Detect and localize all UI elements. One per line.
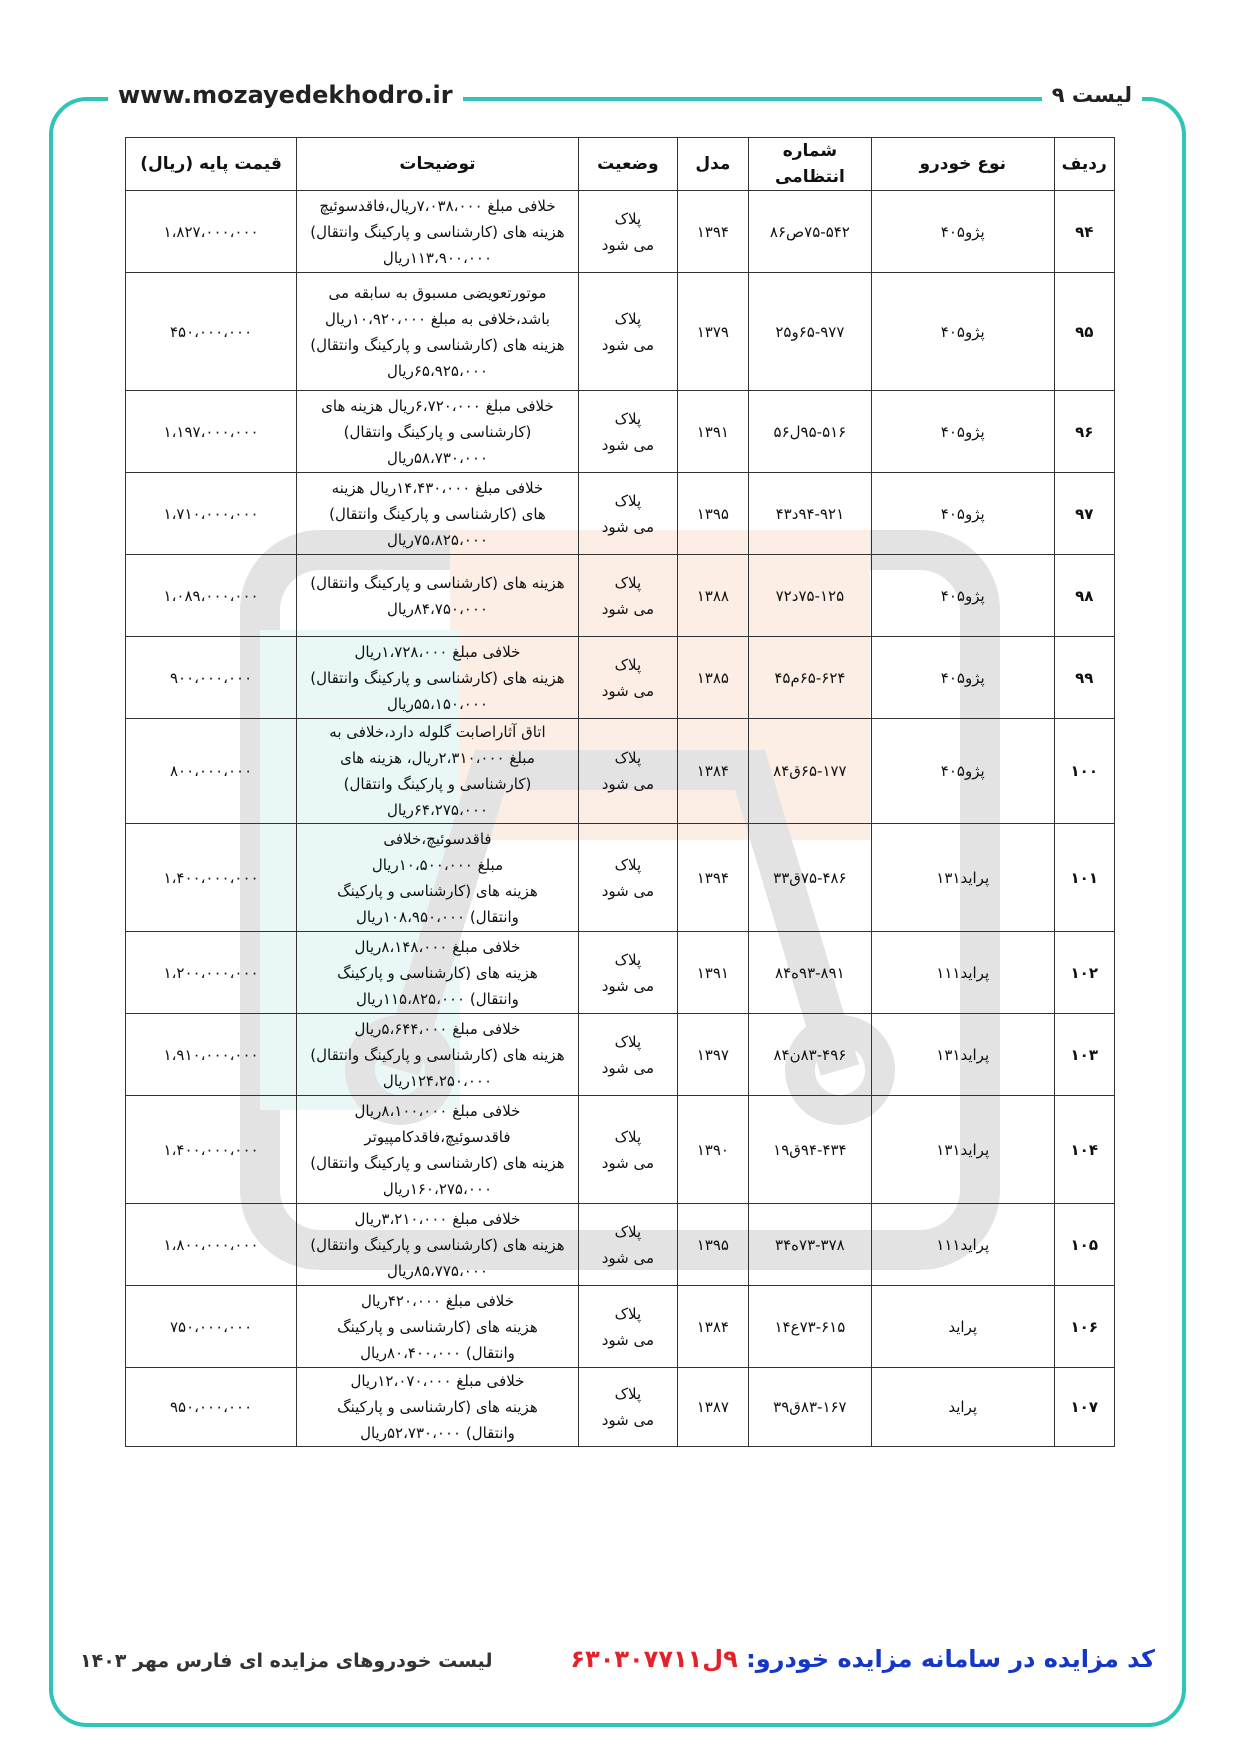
model-cell: ۱۳۸۸	[677, 555, 748, 637]
plate-cell: ۸۳-۱۶۷ق۳۹	[748, 1368, 871, 1447]
vehicle-type-cell: پراید	[871, 1286, 1054, 1368]
description-line: ۱۲۴،۲۵۰،۰۰۰ریال	[382, 1071, 493, 1090]
table-row	[126, 391, 1115, 473]
plate-cell: ۹۳-۸۹۱ه۸۴	[748, 932, 871, 1014]
status-line: پلاک	[614, 749, 642, 767]
status-line: می شود	[601, 681, 655, 700]
description-line: خلافی مبلغ ۱،۷۲۸،۰۰۰ریال	[354, 642, 521, 661]
col-header-base-price: قیمت پایه (ریال)	[126, 138, 297, 191]
status-line: می شود	[601, 1248, 655, 1267]
table-row	[126, 1286, 1115, 1368]
row-number-cell: ۱۰۷	[1054, 1368, 1115, 1447]
model-cell: ۱۳۹۷	[677, 1014, 748, 1096]
table-row	[126, 719, 1115, 824]
description-line: مبلغ ۱۰،۵۰۰،۰۰۰ریال	[371, 855, 504, 874]
description-line: (کارشناسی و پارکینگ وانتقال)	[343, 422, 532, 441]
vehicle-type-cell: پراید۱۳۱	[871, 1096, 1054, 1204]
description-line: ۵۸،۷۳۰،۰۰۰ریال	[386, 448, 488, 467]
col-header-status: وضعیت	[578, 138, 677, 191]
description-cell	[297, 191, 579, 273]
col-header-plate: شماره انتظامی	[748, 138, 871, 191]
status-line: پلاک	[614, 950, 642, 969]
status-line: می شود	[601, 517, 655, 536]
status-cell	[578, 932, 677, 1014]
status-line: پلاک	[614, 491, 642, 510]
status-line: می شود	[601, 435, 655, 454]
plate-cell: ۷۳-۶۱۵ع۱۴	[748, 1286, 871, 1368]
description-cell	[297, 391, 579, 473]
table-row	[126, 1368, 1115, 1447]
row-number-cell: ۱۰۳	[1054, 1014, 1115, 1096]
vehicle-type-cell: پژو۴۰۵	[871, 555, 1054, 637]
description-line: هزینه های (کارشناسی و پارکینگ وانتقال)	[310, 1045, 565, 1064]
status-cell	[578, 1014, 677, 1096]
description-line: هزینه های (کارشناسی و پارکینگ وانتقال)	[310, 335, 565, 354]
description-line: فاقدسوئیچ،خلافی	[383, 829, 492, 848]
description-line: وانتقال) ۵۲،۷۳۰،۰۰۰ریال	[360, 1424, 515, 1442]
description-cell	[297, 273, 579, 391]
table-header-row	[126, 138, 1115, 191]
base-price-cell: ۱،۱۹۷،۰۰۰،۰۰۰	[126, 391, 297, 473]
description-line: هزینه های (کارشناسی و پارکینگ وانتقال)	[310, 1235, 565, 1254]
status-line: می شود	[601, 599, 655, 618]
status-line: پلاک	[614, 1127, 642, 1146]
vehicle-type-cell: پژو۴۰۵	[871, 273, 1054, 391]
plate-cell: ۸۳-۴۹۶ن۸۴	[748, 1014, 871, 1096]
description-line: هزینه های (کارشناسی و پارکینگ	[337, 963, 538, 982]
description-line: ۱۶۰،۲۷۵،۰۰۰ریال	[382, 1179, 493, 1198]
vehicle-type-cell: پراید۱۱۱	[871, 932, 1054, 1014]
description-line: ۷۵،۸۲۵،۰۰۰ریال	[386, 530, 488, 549]
description-line: فاقدسوئیچ،فاقدکامپیوتر	[364, 1127, 511, 1146]
status-cell	[578, 273, 677, 391]
status-line: می شود	[601, 1058, 655, 1077]
status-line: می شود	[601, 775, 655, 793]
description-line: خلافی مبلغ ۴۲۰،۰۰۰ریال	[360, 1291, 514, 1310]
table-row	[126, 932, 1115, 1014]
status-line: پلاک	[614, 855, 642, 874]
status-cell	[578, 473, 677, 555]
base-price-cell: ۴۵۰،۰۰۰،۰۰۰	[126, 273, 297, 391]
description-cell	[297, 1014, 579, 1096]
base-price-cell: ۱،۸۰۰،۰۰۰،۰۰۰	[126, 1204, 297, 1286]
description-line: خلافی مبلغ ۸،۱۰۰،۰۰۰ریال	[354, 1101, 521, 1120]
description-line: وانتقال) ۸۰،۴۰۰،۰۰۰ریال	[360, 1343, 515, 1362]
base-price-cell: ۱،۲۰۰،۰۰۰،۰۰۰	[126, 932, 297, 1014]
table-row	[126, 555, 1115, 637]
status-line: می شود	[601, 235, 655, 254]
model-cell: ۱۳۹۱	[677, 932, 748, 1014]
status-line: پلاک	[614, 409, 642, 428]
status-cell	[578, 824, 677, 932]
model-cell: ۱۳۹۵	[677, 1204, 748, 1286]
table-row	[126, 273, 1115, 391]
table-row	[126, 1204, 1115, 1286]
plate-cell: ۶۵-۱۷۷ق۸۴	[748, 719, 871, 824]
status-cell	[578, 719, 677, 824]
description-line: ۸۴،۷۵۰،۰۰۰ریال	[386, 599, 488, 618]
auction-code-value: ۹ل۶۳۰۳۰۷۷۱۱	[570, 1645, 738, 1673]
status-line: پلاک	[614, 573, 642, 592]
status-cell	[578, 1368, 677, 1447]
description-line: ۵۵،۱۵۰،۰۰۰ریال	[386, 694, 488, 713]
row-number-cell: ۹۵	[1054, 273, 1115, 391]
status-cell	[578, 555, 677, 637]
vehicle-type-cell: پراید۱۱۱	[871, 1204, 1054, 1286]
status-line: پلاک	[614, 209, 642, 228]
status-line: پلاک	[614, 1032, 642, 1051]
vehicle-type-cell: پژو۴۰۵	[871, 391, 1054, 473]
vehicle-type-cell: پژو۴۰۵	[871, 719, 1054, 824]
plate-cell: ۹۴-۹۲۱د۴۳	[748, 473, 871, 555]
description-line: خلافی مبلغ ۳،۲۱۰،۰۰۰ریال	[354, 1209, 521, 1228]
description-cell	[297, 1096, 579, 1204]
status-line: پلاک	[614, 309, 642, 328]
base-price-cell: ۱،۹۱۰،۰۰۰،۰۰۰	[126, 1014, 297, 1096]
description-line: مبلغ ۲،۳۱۰،۰۰۰ریال، هزینه های	[340, 749, 535, 767]
row-number-cell: ۱۰۱	[1054, 824, 1115, 932]
plate-cell: ۷۵-۵۴۲ص۸۶	[748, 191, 871, 273]
description-line: موتورتعویضی مسبوق به سابقه می	[328, 283, 547, 302]
description-line: ۶۴،۲۷۵،۰۰۰ریال	[386, 801, 488, 819]
row-number-cell: ۹۴	[1054, 191, 1115, 273]
base-price-cell: ۱،۴۰۰،۰۰۰،۰۰۰	[126, 1096, 297, 1204]
table-row	[126, 637, 1115, 719]
description-line: هزینه های (کارشناسی و پارکینگ وانتقال)	[310, 222, 565, 241]
description-line: خلافی مبلغ ۵،۶۴۴،۰۰۰ریال	[354, 1019, 521, 1038]
table-row	[126, 473, 1115, 555]
model-cell: ۱۳۸۵	[677, 637, 748, 719]
description-line: باشد،خلافی به مبلغ ۱۰،۹۲۰،۰۰۰ریال	[324, 309, 550, 328]
table-row	[126, 1096, 1115, 1204]
description-cell	[297, 637, 579, 719]
model-cell: ۱۳۸۷	[677, 1368, 748, 1447]
description-line: خلافی مبلغ ۸،۱۴۸،۰۰۰ریال	[354, 937, 521, 956]
status-line: می شود	[601, 335, 655, 354]
col-header-description: توضیحات	[297, 138, 579, 191]
description-line: هزینه های (کارشناسی و پارکینگ	[337, 1317, 538, 1336]
status-cell	[578, 191, 677, 273]
base-price-cell: ۷۵۰،۰۰۰،۰۰۰	[126, 1286, 297, 1368]
plate-cell: ۶۵-۶۲۴م۴۵	[748, 637, 871, 719]
plate-cell: ۹۵-۵۱۶ل۵۶	[748, 391, 871, 473]
base-price-cell: ۹۵۰،۰۰۰،۰۰۰	[126, 1368, 297, 1447]
row-number-cell: ۹۷	[1054, 473, 1115, 555]
status-line: می شود	[601, 1153, 655, 1172]
col-header-model: مدل	[677, 138, 748, 191]
model-cell: ۱۳۹۴	[677, 824, 748, 932]
description-line: هزینه های (کارشناسی و پارکینگ وانتقال)	[310, 1153, 565, 1172]
description-line: خلافی مبلغ ۷،۰۳۸،۰۰۰ریال،فاقدسوئیچ	[319, 196, 556, 215]
vehicle-type-cell: پراید	[871, 1368, 1054, 1447]
description-line: وانتقال) ۱۰۸،۹۵۰،۰۰۰ریال	[356, 907, 519, 926]
plate-cell: ۷۵-۴۸۶ق۳۳	[748, 824, 871, 932]
vehicle-type-cell: پژو۴۰۵	[871, 191, 1054, 273]
table-row	[126, 824, 1115, 932]
description-line: هزینه های (کارشناسی و پارکینگ وانتقال)	[310, 573, 565, 592]
description-line: خلافی مبلغ ۶،۷۲۰،۰۰۰ریال هزینه های	[321, 396, 554, 415]
list-title: لیست خودروهای مزایده ای فارس مهر ۱۴۰۳	[80, 1650, 493, 1672]
base-price-cell: ۸۰۰،۰۰۰،۰۰۰	[126, 719, 297, 824]
list-label: لیست ۹	[1042, 80, 1142, 110]
status-cell	[578, 637, 677, 719]
description-cell	[297, 1204, 579, 1286]
row-number-cell: ۹۸	[1054, 555, 1115, 637]
description-line: ۶۵،۹۲۵،۰۰۰ریال	[386, 361, 488, 380]
model-cell: ۱۳۹۵	[677, 473, 748, 555]
model-cell: ۱۳۷۹	[677, 273, 748, 391]
status-line: پلاک	[614, 1304, 642, 1323]
status-cell	[578, 1286, 677, 1368]
description-cell	[297, 932, 579, 1014]
vehicle-type-cell: پژو۴۰۵	[871, 473, 1054, 555]
status-line: می شود	[601, 1330, 655, 1349]
status-cell	[578, 391, 677, 473]
auction-code	[570, 1645, 1155, 1673]
row-number-cell: ۱۰۵	[1054, 1204, 1115, 1286]
row-number-cell: ۹۶	[1054, 391, 1115, 473]
row-number-cell: ۱۰۶	[1054, 1286, 1115, 1368]
description-line: هزینه های (کارشناسی و پارکینگ	[337, 881, 538, 900]
status-line: می شود	[601, 881, 655, 900]
model-cell: ۱۳۹۱	[677, 391, 748, 473]
site-url: www.mozayedekhodro.ir	[108, 80, 463, 110]
vehicle-table	[125, 137, 1115, 1447]
base-price-cell: ۱،۴۰۰،۰۰۰،۰۰۰	[126, 824, 297, 932]
table-row	[126, 1014, 1115, 1096]
model-cell: ۱۳۹۰	[677, 1096, 748, 1204]
row-number-cell: ۱۰۰	[1054, 719, 1115, 824]
row-number-cell: ۱۰۴	[1054, 1096, 1115, 1204]
status-line: پلاک	[614, 1222, 642, 1241]
description-cell	[297, 719, 579, 824]
description-cell	[297, 824, 579, 932]
status-cell	[578, 1096, 677, 1204]
vehicle-type-cell: پراید۱۳۱	[871, 824, 1054, 932]
base-price-cell: ۱،۸۲۷،۰۰۰،۰۰۰	[126, 191, 297, 273]
col-header-row-number: ردیف	[1054, 138, 1115, 191]
description-line: اتاق آثاراصابت گلوله دارد،خلافی به	[329, 723, 546, 741]
description-line: هزینه های (کارشناسی و پارکینگ	[337, 1398, 538, 1416]
auction-code-label: کد مزایده در سامانه مزایده خودرو:	[746, 1645, 1155, 1673]
description-cell	[297, 473, 579, 555]
description-line: وانتقال) ۱۱۵،۸۲۵،۰۰۰ریال	[356, 989, 519, 1008]
status-line: می شود	[601, 976, 655, 995]
description-line: (کارشناسی و پارکینگ وانتقال)	[343, 775, 532, 793]
description-cell	[297, 555, 579, 637]
description-line: خلافی مبلغ ۱۴،۴۳۰،۰۰۰ریال هزینه	[331, 478, 544, 497]
model-cell: ۱۳۹۴	[677, 191, 748, 273]
vehicle-type-cell: پراید۱۳۱	[871, 1014, 1054, 1096]
row-number-cell: ۹۹	[1054, 637, 1115, 719]
status-line: پلاک	[614, 1385, 642, 1403]
vehicle-type-cell: پژو۴۰۵	[871, 637, 1054, 719]
description-line: ۸۵،۷۷۵،۰۰۰ریال	[386, 1261, 488, 1280]
plate-cell: ۹۴-۴۳۴ق۱۹	[748, 1096, 871, 1204]
description-line: هزینه های (کارشناسی و پارکینگ وانتقال)	[310, 668, 565, 687]
col-header-vehicle-type: نوع خودرو	[871, 138, 1054, 191]
row-number-cell: ۱۰۲	[1054, 932, 1115, 1014]
description-line: ۱۱۳،۹۰۰،۰۰۰ریال	[382, 248, 493, 267]
base-price-cell: ۱،۷۱۰،۰۰۰،۰۰۰	[126, 473, 297, 555]
table-row	[126, 191, 1115, 273]
status-line: پلاک	[614, 655, 642, 674]
description-line: خلافی مبلغ ۱۲،۰۷۰،۰۰۰ریال	[350, 1372, 525, 1390]
description-cell	[297, 1368, 579, 1447]
model-cell: ۱۳۸۴	[677, 719, 748, 824]
plate-cell: ۷۵-۱۲۵د۷۲	[748, 555, 871, 637]
base-price-cell: ۹۰۰،۰۰۰،۰۰۰	[126, 637, 297, 719]
status-cell	[578, 1204, 677, 1286]
description-cell	[297, 1286, 579, 1368]
model-cell: ۱۳۸۴	[677, 1286, 748, 1368]
plate-cell: ۷۳-۳۷۸ه۳۴	[748, 1204, 871, 1286]
description-line: های (کارشناسی و پارکینگ وانتقال)	[329, 504, 546, 523]
plate-cell: ۶۵-۹۷۷و۲۵	[748, 273, 871, 391]
base-price-cell: ۱،۰۸۹،۰۰۰،۰۰۰	[126, 555, 297, 637]
status-line: می شود	[601, 1411, 655, 1429]
